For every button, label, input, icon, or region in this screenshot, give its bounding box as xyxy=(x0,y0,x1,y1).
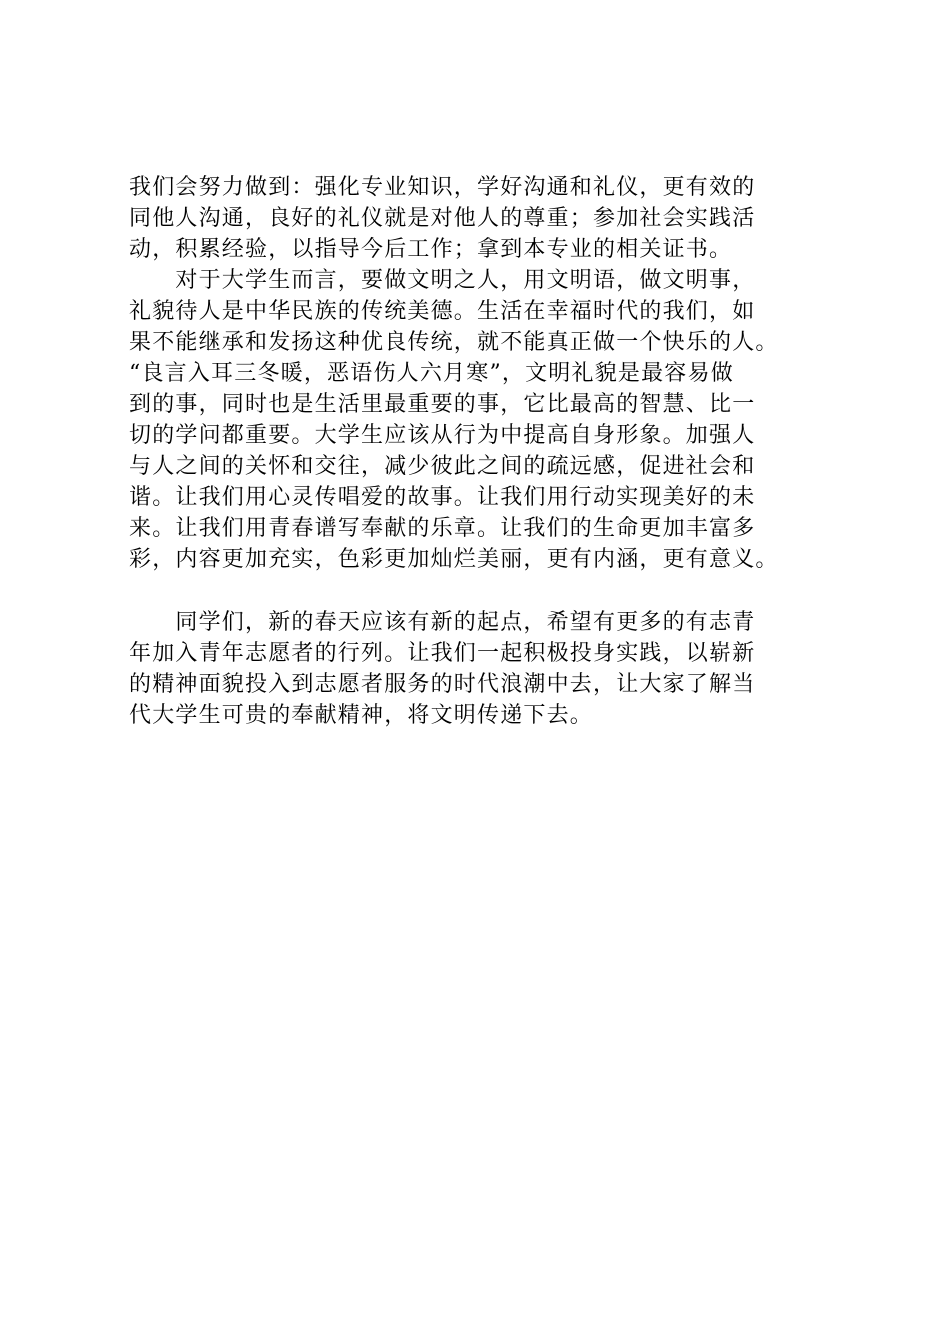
paragraph-commitments xyxy=(129,172,829,265)
text-line: 对于大学生而言，要做文明之人，用文明语，做文明事， xyxy=(129,268,756,293)
document-body xyxy=(129,172,829,731)
text-line: 同学们，新的春天应该有新的起点，希望有更多的有志青 xyxy=(129,610,756,635)
paragraph-civility xyxy=(129,265,829,575)
text-line: 我们会努力做到：强化专业知识，学好沟通和礼仪，更有效的 xyxy=(129,175,756,200)
text-line: “良言入耳三冬暖，恶语伤人六月寒”，文明礼貌是最容易做 xyxy=(129,361,734,386)
text-line: 代大学生可贵的奉献精神，将文明传递下去。 xyxy=(129,703,594,728)
text-line: 与人之间的关怀和交往，减少彼此之间的疏远感，促进社会和 xyxy=(129,454,756,479)
text-line: 礼貌待人是中华民族的传统美德。生活在幸福时代的我们，如 xyxy=(129,299,756,324)
text-line: 来。让我们用青春谱写奉献的乐章。让我们的生命更加丰富多 xyxy=(129,516,756,541)
text-line: 切的学问都重要。大学生应该从行为中提高自身形象。加强人 xyxy=(129,423,756,448)
text-line: 果不能继承和发扬这种优良传统，就不能真正做一个快乐的人。 xyxy=(129,330,779,355)
text-line: 同他人沟通，良好的礼仪就是对他人的尊重；参加社会实践活 xyxy=(129,206,756,231)
text-line: 的精神面貌投入到志愿者服务的时代浪潮中去，让大家了解当 xyxy=(129,672,756,697)
text-line: 年加入青年志愿者的行列。让我们一起积极投身实践，以崭新 xyxy=(129,641,756,666)
text-line: 动，积累经验，以指导今后工作；拿到本专业的相关证书。 xyxy=(129,237,733,262)
text-line: 到的事，同时也是生活里最重要的事，它比最高的智慧、比一 xyxy=(129,392,756,417)
text-line: 彩，内容更加充实，色彩更加灿烂美丽，更有内涵，更有意义。 xyxy=(129,547,779,572)
text-line: 谐。让我们用心灵传唱爱的故事。让我们用行动实现美好的未 xyxy=(129,485,756,510)
paragraph-spacer xyxy=(129,575,829,607)
paragraph-call-to-action xyxy=(129,607,829,731)
